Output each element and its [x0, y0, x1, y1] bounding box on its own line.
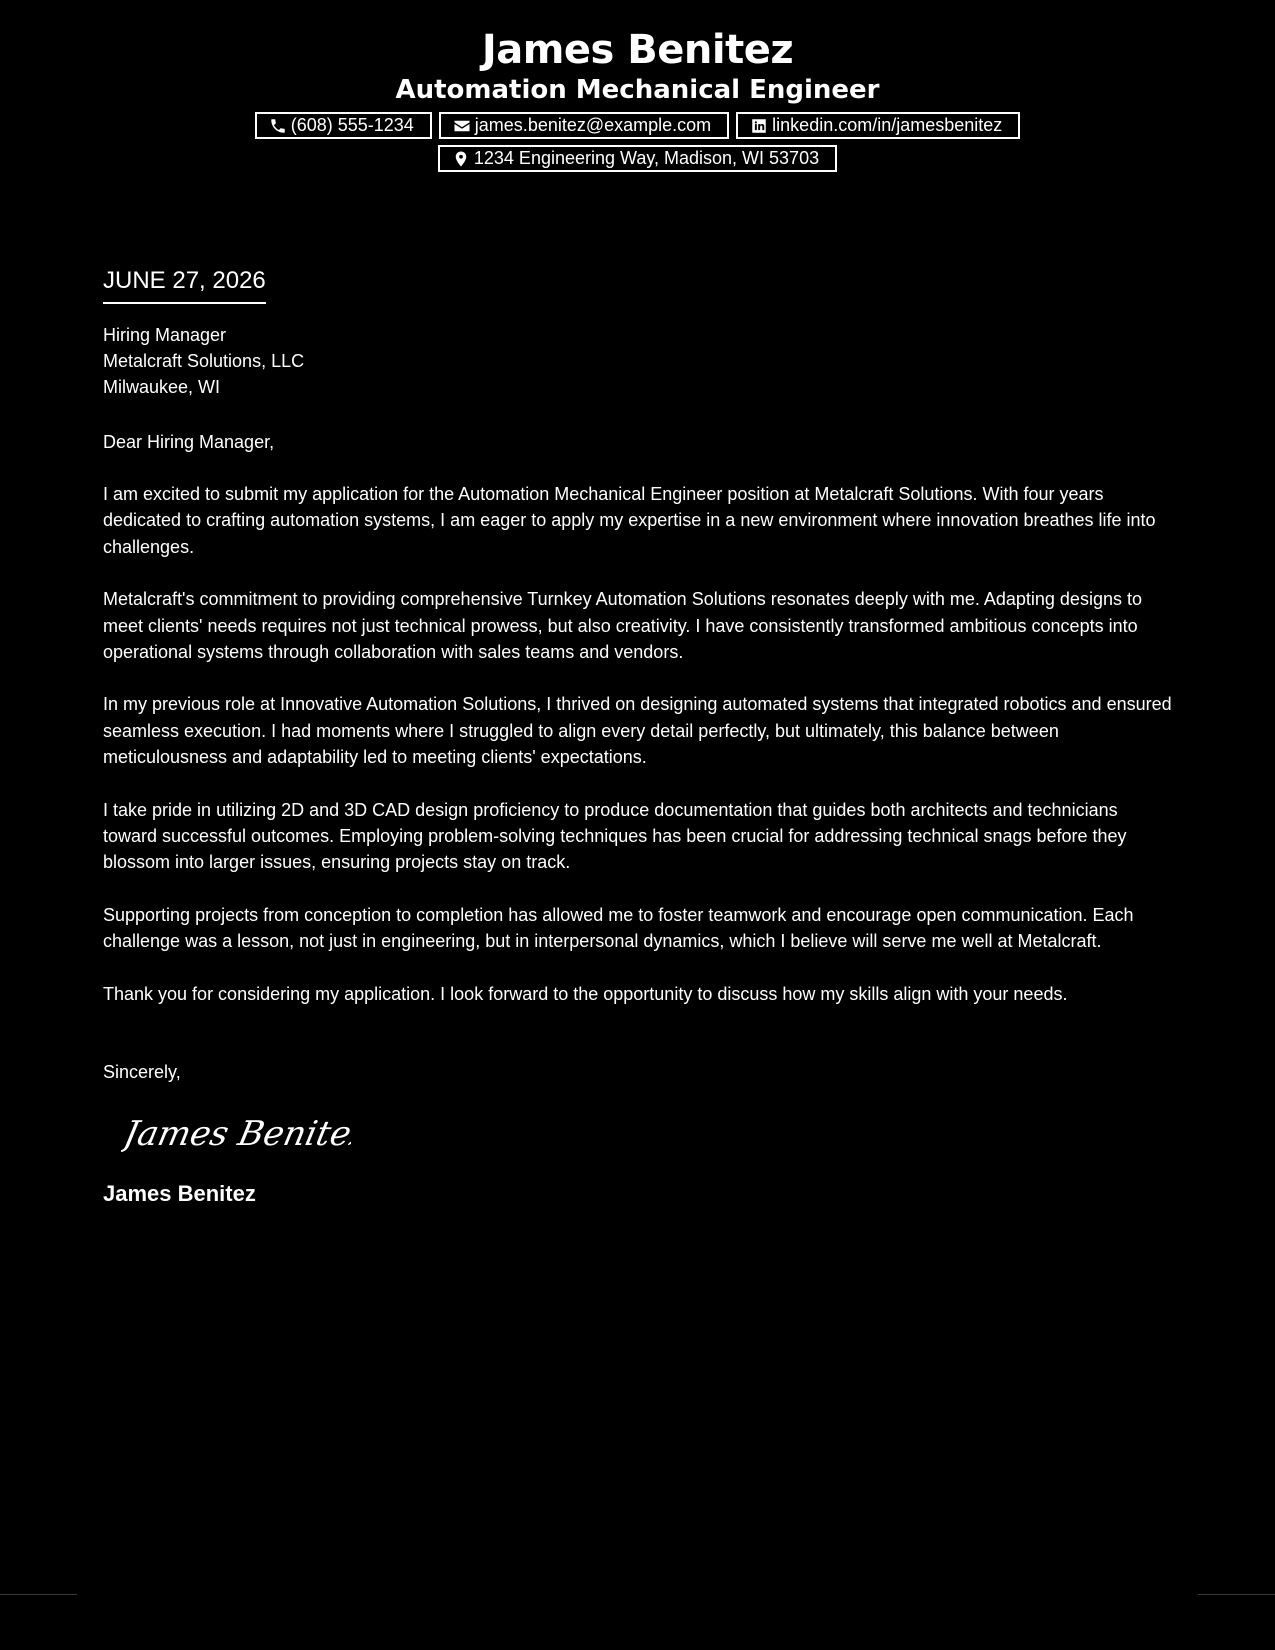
- applicant-title: Automation Mechanical Engineer: [395, 75, 880, 105]
- footer-rule-right: [1198, 1594, 1275, 1595]
- contact-address-text: 1234 Engineering Way, Madison, WI 53703: [473, 148, 820, 168]
- body-paragraph: I take pride in utilizing 2D and 3D CAD design proficiency to produce documentation that guides both architects and technicians toward successful outcomes. Employing problem-solving techniques has been crucial for addressing technical snags before they blossom into larger issues, ensuring projects stay on track.: [103, 799, 1127, 873]
- signature-text: James Benitez: [121, 1114, 351, 1154]
- signer-name: James Benitez: [103, 1181, 256, 1207]
- body-paragraph: Thank you for considering my application. I look forward to the opportunity to discuss how my skills align with your needs.: [103, 983, 1068, 1004]
- recipient-block: [103, 322, 1173, 400]
- applicant-name: James Benitez: [481, 27, 794, 73]
- phone-icon: [269, 117, 287, 135]
- body-paragraph: I am excited to submit my application for the Automation Mechanical Engineer position at Metalcraft Solutions. With four years dedicated to crafting automation systems, I am eager to apply my expertise in a new environment where innovation breathes life into challenges.: [103, 484, 1156, 557]
- body-paragraph: In my previous role at Innovative Automation Solutions, I thrived on designing automated systems that integrated robotics and ensured seamless execution. I had moments where I struggled to align every detail perfectly, but ultimately, this balance between meticulousness and adaptability led to meeting clients' expectations.: [103, 694, 1172, 768]
- recipient-line: Hiring Manager: [103, 325, 227, 345]
- envelope-icon: [453, 117, 471, 135]
- contact-email-text: james.benitez@example.com: [474, 115, 712, 135]
- closing: Sincerely,: [103, 1062, 181, 1083]
- letter-header: [0, 0, 1275, 172]
- map-marker-icon: [452, 150, 470, 168]
- recipient-company: Metalcraft Solutions, LLC: [103, 351, 305, 371]
- linkedin-icon: [750, 117, 768, 135]
- contact-phone: [255, 112, 432, 139]
- recipient-location: Milwaukee, WI: [103, 377, 221, 397]
- contact-list: [228, 112, 1048, 172]
- contact-email: [439, 112, 729, 139]
- contact-phone-text: (608) 555-1234: [290, 115, 414, 135]
- footer-rule-left: [0, 1594, 77, 1595]
- salutation: Dear Hiring Manager,: [103, 432, 275, 452]
- contact-linkedin-text: linkedin.com/in/jamesbenitez: [772, 115, 1003, 135]
- letter-date: JUNE 27, 2026: [103, 266, 266, 304]
- body-paragraph: Supporting projects from conception to completion has allowed me to foster teamwork and encourage open communication. Each challenge was a lesson, not just in engineering, but in interpersonal dynamics, which I believe will serve me well at Metalcraft.: [103, 904, 1134, 952]
- contact-address: [438, 145, 837, 172]
- body-paragraph: Metalcraft's commitment to providing comprehensive Turnkey Automation Solutions resonates deeply with me. Adapting designs to meet clients' needs requires not just technical prowess, but also creativity. I have consistently transformed ambitious concepts into operational systems through collaboration with sales teams and vendors.: [103, 589, 1142, 663]
- letter-body: [103, 266, 1173, 1208]
- contact-linkedin: [736, 112, 1020, 139]
- signature-image: [121, 1103, 351, 1163]
